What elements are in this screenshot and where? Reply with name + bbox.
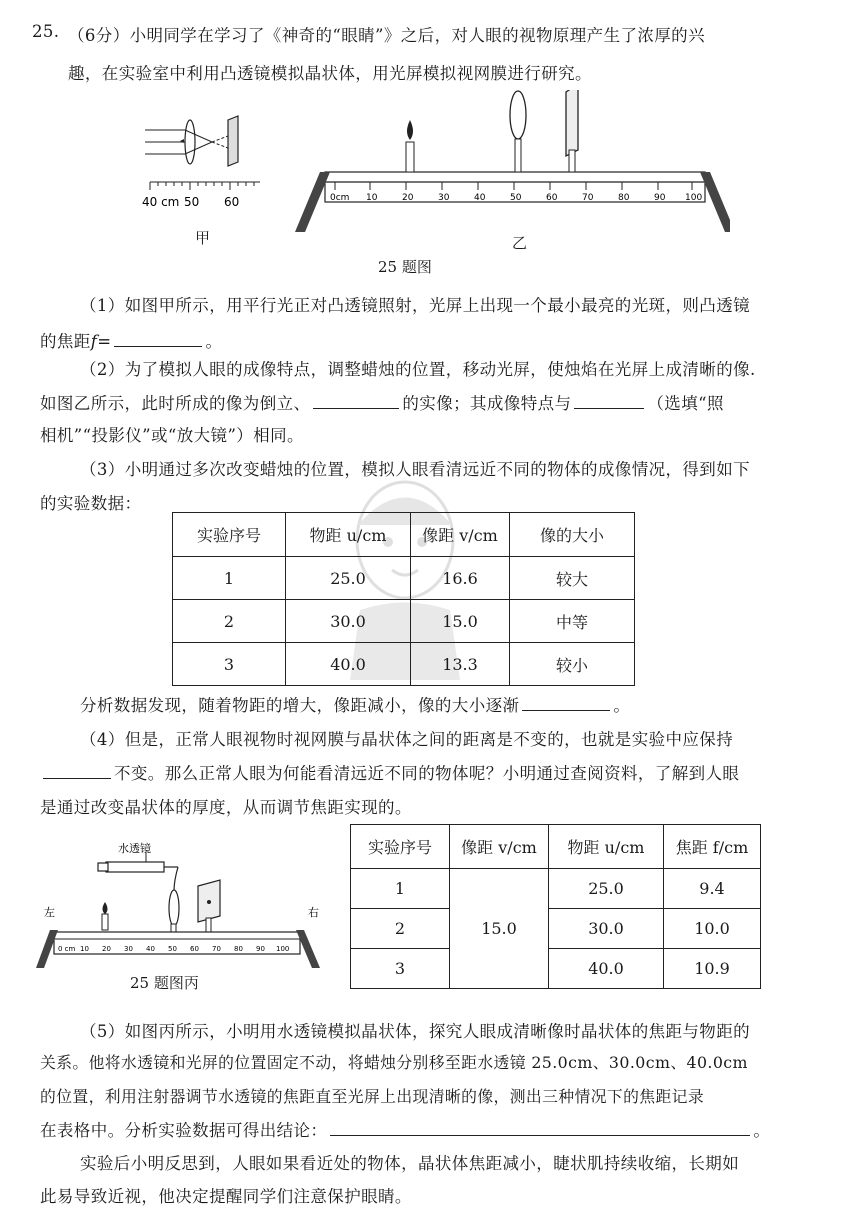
- figure-caption-25: 25 题图: [378, 258, 432, 276]
- bing-tick-10: 10: [80, 945, 89, 953]
- header-cell: 物距 u/cm: [286, 513, 411, 557]
- yi-tick-40: 40: [474, 193, 486, 203]
- jia-tick-50: 50: [184, 195, 200, 209]
- table-cell: 10.0: [664, 909, 761, 949]
- yi-tick-20: 20: [402, 193, 414, 203]
- q2-text-a: 如图乙所示，此时所成的像为倒立、: [40, 394, 311, 413]
- q2-text-c: （选填“照: [647, 394, 724, 413]
- q5-line-3: 的位置，利用注射器调节水透镜的焦距直至光屏上出现清晰的像，测出三种情况下的焦距记录: [40, 1087, 705, 1106]
- q3-data-table: [172, 512, 635, 686]
- q5-line-4: [40, 1117, 770, 1141]
- problem-number: 25.: [32, 22, 60, 41]
- q1-answer-blank[interactable]: [114, 332, 202, 347]
- table-cell: 2: [173, 600, 286, 643]
- table-cell: 3: [351, 949, 450, 989]
- q3-analysis-text: 分析数据发现，随着物距的增大，像距减小，像的大小逐渐: [80, 696, 520, 715]
- q5-line-2: 关系。他将水透镜和光屏的位置固定不动，将蜡烛分别移至距水透镜 25.0cm、30.0cm、40.0cm: [40, 1053, 748, 1072]
- yi-tick-0: 0cm: [330, 193, 350, 203]
- table-row: [351, 909, 761, 949]
- q1-text-a: 的焦距: [40, 332, 91, 351]
- q1-f-symbol: f: [90, 332, 98, 351]
- q1-text-b: =: [97, 332, 112, 351]
- figure-jia-label: 甲: [195, 229, 211, 247]
- table-cell: 3: [173, 643, 286, 686]
- q2-device-blank[interactable]: [574, 394, 644, 409]
- jia-tick-40: 40 cm: [142, 195, 180, 209]
- q2-image-type-blank[interactable]: [313, 394, 399, 409]
- q2-line-1: （2）为了模拟人眼的成像特点，调整蜡烛的位置，移动光屏，使烛焰在光屏上成清晰的像.: [80, 360, 756, 379]
- table-cell: 1: [351, 869, 450, 909]
- figure-jia: [140, 112, 270, 227]
- table-header-row: [351, 825, 761, 869]
- table-cell: 40.0: [549, 949, 664, 989]
- bing-tick-70: 70: [212, 945, 221, 953]
- q5-data-table: [350, 824, 761, 989]
- q3-line-1: （3）小明通过多次改变蜡烛的位置，模拟人眼看清远近不同的物体的成像情况，得到如下: [80, 460, 750, 479]
- table-cell: 1: [173, 557, 286, 600]
- q3-analysis: [80, 692, 630, 716]
- q1-line-1: （1）如图甲所示，用平行光正对凸透镜照射，光屏上出现一个最小最亮的光斑，则凸透镜: [80, 296, 750, 315]
- q3-analysis-end: 。: [613, 696, 631, 715]
- intro-line-2: 趣，在实验室中利用凸透镜模拟晶状体，用光屏模拟视网膜进行研究。: [68, 64, 592, 83]
- q4-text-1: （4）但是，正常人眼视物时视网膜与晶状体之间的距离是不变的，也就是实验中应保持: [80, 730, 734, 749]
- q5-line-5: 实验后小明反思到，人眼如果看近处的物体，晶状体焦距减小，睫状肌持续收缩，长期如: [80, 1154, 740, 1173]
- table-cell: 25.0: [549, 869, 664, 909]
- q4-line-2: [40, 760, 739, 784]
- header-cell: 像距 v/cm: [450, 825, 549, 869]
- table-cell: 13.3: [411, 643, 510, 686]
- table-cell: 10.9: [664, 949, 761, 989]
- q5-line-1: （5）如图丙所示，小明用水透镜模拟晶状体，探究人眼成清晰像时晶状体的焦距与物距的: [80, 1022, 750, 1041]
- q4-text-2: 不变。那么正常人眼为何能看清远近不同的物体呢？小明通过查阅资料，了解到人眼: [114, 764, 740, 783]
- bing-tick-60: 60: [190, 945, 199, 953]
- header-cell: 焦距 f/cm: [664, 825, 761, 869]
- yi-tick-70: 70: [582, 193, 594, 203]
- q5-text-b: 。: [753, 1121, 771, 1140]
- yi-tick-90: 90: [654, 193, 666, 203]
- yi-tick-10: 10: [366, 193, 378, 203]
- bing-tick-90: 90: [256, 945, 265, 953]
- yi-tick-50: 50: [510, 193, 522, 203]
- yi-tick-100: 100: [685, 193, 703, 203]
- header-cell: 像的大小: [510, 513, 635, 557]
- q1-line-2: [40, 328, 222, 352]
- table-row: [173, 557, 635, 600]
- q5-text-a: 在表格中。分析实验数据可得出结论：: [40, 1121, 328, 1140]
- q1-text-c: 。: [205, 332, 223, 351]
- yi-tick-80: 80: [618, 193, 630, 203]
- bing-tick-30: 30: [124, 945, 133, 953]
- table-cell-merged-v: 15.0: [450, 869, 549, 989]
- bing-tick-40: 40: [146, 945, 155, 953]
- table-cell: 中等: [510, 600, 635, 643]
- table-row: [173, 600, 635, 643]
- table-cell: 25.0: [286, 557, 411, 600]
- right-side-label: 右: [308, 906, 319, 919]
- q4-answer-blank[interactable]: [43, 764, 111, 779]
- bing-tick-0: 0 cm: [58, 945, 76, 953]
- figure-yi: [290, 90, 730, 240]
- header-cell: 像距 v/cm: [411, 513, 510, 557]
- table-row: [173, 643, 635, 686]
- bing-tick-80: 80: [234, 945, 243, 953]
- yi-tick-60: 60: [546, 193, 558, 203]
- header-cell: 实验序号: [173, 513, 286, 557]
- table-row: [351, 869, 761, 909]
- left-side-label: 左: [44, 906, 55, 919]
- intro-line-1: （6分）小明同学在学习了《神奇的“眼睛”》之后，对人眼的视物原理产生了浓厚的兴: [68, 26, 705, 45]
- q3-line-2: 的实验数据：: [40, 494, 142, 513]
- q2-text-b: 的实像；其成像特点与: [402, 394, 572, 413]
- figure-bing: [36, 836, 332, 972]
- table-cell: 30.0: [549, 909, 664, 949]
- header-cell: 物距 u/cm: [549, 825, 664, 869]
- q2-line-3: 相机”“投影仪”或“放大镜”）相同。: [40, 426, 304, 445]
- q2-line-2: [40, 390, 724, 414]
- q4-line-3: 是通过改变晶状体的厚度，从而调节焦距实现的。: [40, 798, 412, 817]
- q5-conclusion-blank[interactable]: [330, 1121, 750, 1136]
- table-cell: 15.0: [411, 600, 510, 643]
- q5-line-6: 此易导致近视，他决定提醒同学们注意保护眼睛。: [40, 1187, 412, 1206]
- table-header-row: [173, 513, 635, 557]
- bing-tick-20: 20: [102, 945, 111, 953]
- table-cell: 2: [351, 909, 450, 949]
- table-cell: 30.0: [286, 600, 411, 643]
- bing-tick-100: 100: [276, 945, 290, 953]
- yi-tick-30: 30: [438, 193, 450, 203]
- header-cell: 实验序号: [351, 825, 450, 869]
- table-cell: 16.6: [411, 557, 510, 600]
- jia-tick-60: 60: [224, 195, 240, 209]
- figure-yi-label: 乙: [512, 234, 528, 252]
- water-lens-label: 水透镜: [118, 842, 151, 855]
- table-row: [351, 949, 761, 989]
- table-cell: 40.0: [286, 643, 411, 686]
- figure-bing-caption: 25 题图丙: [130, 974, 199, 992]
- table-cell: 9.4: [664, 869, 761, 909]
- bing-tick-50: 50: [168, 945, 177, 953]
- q3-answer-blank[interactable]: [522, 696, 610, 711]
- q4-line-1: [80, 726, 733, 750]
- table-cell: 较小: [510, 643, 635, 686]
- table-cell: 较大: [510, 557, 635, 600]
